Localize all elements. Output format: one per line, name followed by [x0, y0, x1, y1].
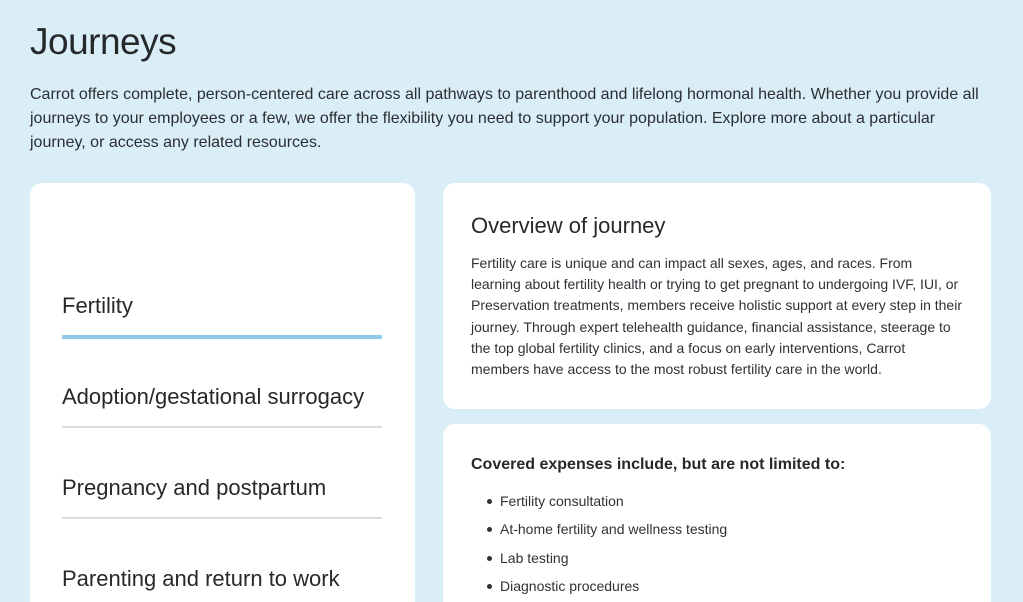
overview-title: Overview of journey	[471, 213, 666, 238]
covered-expenses-card	[443, 424, 991, 602]
active-tab-underline	[62, 335, 382, 339]
journey-tab-fertility[interactable]	[62, 291, 382, 341]
journey-tab-label: Parenting and return to work	[62, 566, 340, 591]
journey-tab-label: Fertility	[62, 293, 133, 318]
journey-tab-label: Adoption/gestational surrogacy	[62, 384, 365, 409]
covered-expenses-heading: Covered expenses include, but are not limited to:	[471, 456, 846, 473]
list-item-text: Diagnostic procedures	[500, 578, 640, 595]
page-title: Journeys	[30, 21, 177, 62]
list-item	[471, 547, 727, 575]
intro-paragraph: Carrot offers complete, person-centered care across all pathways to parenthood and lifelong hormonal health. Whether you provide all journeys to your employees or a few, we offer the flexibility you need to support your population. Explore more about a particular journey, or access any related resources.	[30, 86, 979, 151]
bullet-icon	[487, 499, 492, 504]
list-item-text: Lab testing	[500, 549, 569, 566]
bullet-icon	[487, 527, 492, 532]
tab-divider	[62, 426, 382, 428]
bullet-icon	[487, 584, 492, 589]
tab-divider	[62, 517, 382, 519]
journey-tab-adoption-gestational-surrogacy[interactable]	[62, 382, 382, 432]
journey-tab-parenting-return-to-work[interactable]	[62, 564, 382, 602]
journey-tab-pregnancy-postpartum[interactable]	[62, 473, 382, 523]
list-item-text: At-home fertility and wellness testing	[500, 521, 728, 538]
list-item	[471, 490, 727, 518]
list-item	[471, 575, 727, 602]
overview-card	[443, 183, 991, 409]
journey-tab-label: Pregnancy and postpartum	[62, 475, 327, 500]
bullet-icon	[487, 556, 492, 561]
journey-selector-card	[30, 183, 415, 602]
covered-expenses-list	[471, 490, 727, 602]
list-item	[471, 518, 727, 546]
list-item-text: Fertility consultation	[500, 493, 624, 509]
overview-body: Fertility care is unique and can impact all sexes, ages, and races. From learning about fertility health or trying to get pregnant to undergoing IVF, IUI, or Preservation treatments, members receive holistic support at every step in their journey. Through expert telehealth guidance, financial assistance, steerage to the top global fertility clinics, and a focus on early interventions, Carrot members have access to the most robust fertility care in the world.	[471, 255, 962, 378]
